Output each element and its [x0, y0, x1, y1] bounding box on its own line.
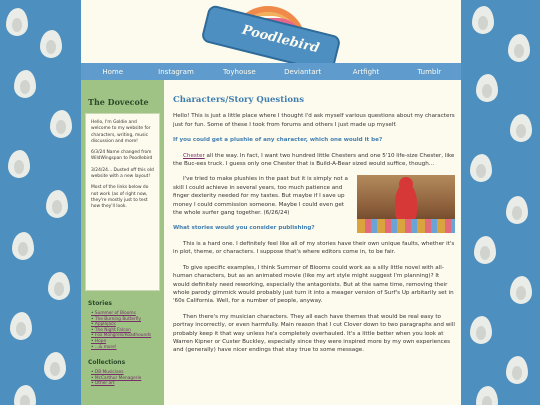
answer-text: all the way. In fact, I want two hundred little Chesters and one 5'10 life-size Chester, like the Buc-ees truck. I guess only one Chester that is Build-A-Bear sized would suffice, though... [173, 152, 455, 168]
answer-paragraph: To give specific examples, I think Summer of Blooms could work as a silly little novel with all-human characters, but as an animated movie (like my art style might suggest I'm planning)? It would definitely need reworking, especially the antagonists. But at the same time, removing their whole parody gimmick would probably just turn it into a meager version of Surf's Up arbitarily set in '60s California. Well, for a number of people, anyway. [173, 264, 454, 305]
dove-decoration [8, 150, 30, 178]
collections-label: Collections [88, 359, 126, 367]
dove-decoration [510, 276, 532, 304]
nav-home[interactable]: Home [102, 67, 123, 76]
intro-text: Hello! This is just a little place where I thought I'd ask myself various questions about my characters just for fun. Some of these I took from forums and others I just made up myself. [173, 113, 455, 128]
dove-decoration [470, 154, 492, 182]
dove-decoration [6, 8, 28, 36]
stories-label: Stories [88, 300, 112, 307]
dove-decoration [510, 114, 532, 142]
page-container [81, 0, 461, 405]
updates-box[interactable] [85, 113, 160, 291]
collections-list [91, 370, 160, 387]
story-link[interactable]: • The Burning Butterfly [91, 317, 160, 323]
dove-decoration [50, 110, 72, 138]
nav-toyhouse[interactable]: Toyhouse [223, 67, 256, 76]
dove-decoration [46, 190, 68, 218]
story-link[interactable]: • Summer of Blooms [91, 311, 160, 317]
collection-link[interactable]: • Other art [91, 381, 160, 387]
story-link[interactable]: • ...& more! [91, 345, 160, 351]
story-link[interactable]: • Hope [91, 339, 160, 345]
stories-list [91, 311, 160, 350]
answer-paragraph: This is a hard one. I definitely feel like all of my stories have their own unique faults, whether it's in plot, theme, or characters. I suppose that's where editors come in, to be fair. [173, 240, 455, 256]
dove-decoration [474, 236, 496, 264]
update-entry: 6/3/24 Name changed from WildWingspan to Poodlebird [91, 150, 153, 162]
collection-link[interactable]: • McCarthur Menagerie [91, 376, 160, 382]
site-header [81, 0, 461, 63]
site-logo[interactable]: Poodlebird [240, 22, 321, 57]
update-entry: Hello, I'm Goldie and welcome to my website for characters, writing, music discussion and more! [91, 120, 151, 144]
dove-decoration [472, 6, 494, 34]
dove-decoration [508, 34, 530, 62]
nav-artfight[interactable]: Artfight [352, 67, 380, 76]
answer-paragraph [173, 152, 455, 169]
dove-decoration [14, 70, 36, 98]
sidebar [81, 80, 164, 405]
nav-instagram[interactable]: Instagram [158, 67, 194, 76]
answer-paragraph: Then there's my musician characters. They all each have themes that would be real easy to portray incorrectly, or even harmfully. Main reason that I cut Clover down to two paragraphs and will probably keep it that way unless he's completely overhauled. It's a little better when you look at Warren Kipner or Custer Buckley, especially since they were inspired more by my own experiences and (generally) have nicer endings that stay true to some message. [173, 313, 455, 354]
chester-link[interactable]: Chester [183, 152, 205, 159]
update-entry: 3/24/24... Dusted off this old website with a new layout! [91, 167, 154, 180]
dove-decoration [14, 385, 36, 405]
sidebar-title: The Dovecote [88, 97, 149, 107]
main-content [173, 80, 455, 405]
nav-tumblr[interactable]: Tumblr [417, 67, 442, 76]
collection-link[interactable]: • DB Musicians [91, 370, 160, 376]
plush-figure [395, 183, 417, 223]
nav-deviantart[interactable]: Deviantart [284, 67, 322, 76]
dove-decoration [12, 232, 34, 260]
story-link[interactable]: • The Night Falcon [91, 328, 160, 334]
main-nav [81, 63, 461, 80]
question-heading: If you could get a plushie of any character, which one would it be? [173, 137, 383, 144]
story-link[interactable]: • Applejack [91, 322, 160, 328]
dove-decoration [476, 386, 498, 405]
plush-shelf [357, 219, 455, 233]
answer-paragraph: I've tried to make plushies in the past but it is simply not a skill I could achieve in several years, too much patience and finger dexterity needed for my tastes. But maybe if I save up money I could commission someone. Maybe I could even get the whole surfer gang together. (6/26/24) [173, 176, 348, 217]
dove-decoration [470, 316, 492, 344]
dove-decoration [506, 356, 528, 384]
chester-plush-photo [357, 175, 455, 233]
dove-decoration [10, 312, 32, 340]
story-link[interactable]: • Fox Mongrels/Roadhounds [91, 333, 160, 339]
dove-decoration [44, 352, 66, 380]
page-title: Characters/Story Questions [173, 95, 304, 105]
dove-decoration [40, 30, 62, 58]
dove-decoration [48, 272, 70, 300]
dove-decoration [506, 196, 528, 224]
update-entry: Most of the links below do not work (as of right now, they're mostly just to test how they'll look. [91, 185, 149, 210]
dove-decoration [476, 74, 498, 102]
question-heading: What stories would you consider publishing? [173, 225, 315, 232]
